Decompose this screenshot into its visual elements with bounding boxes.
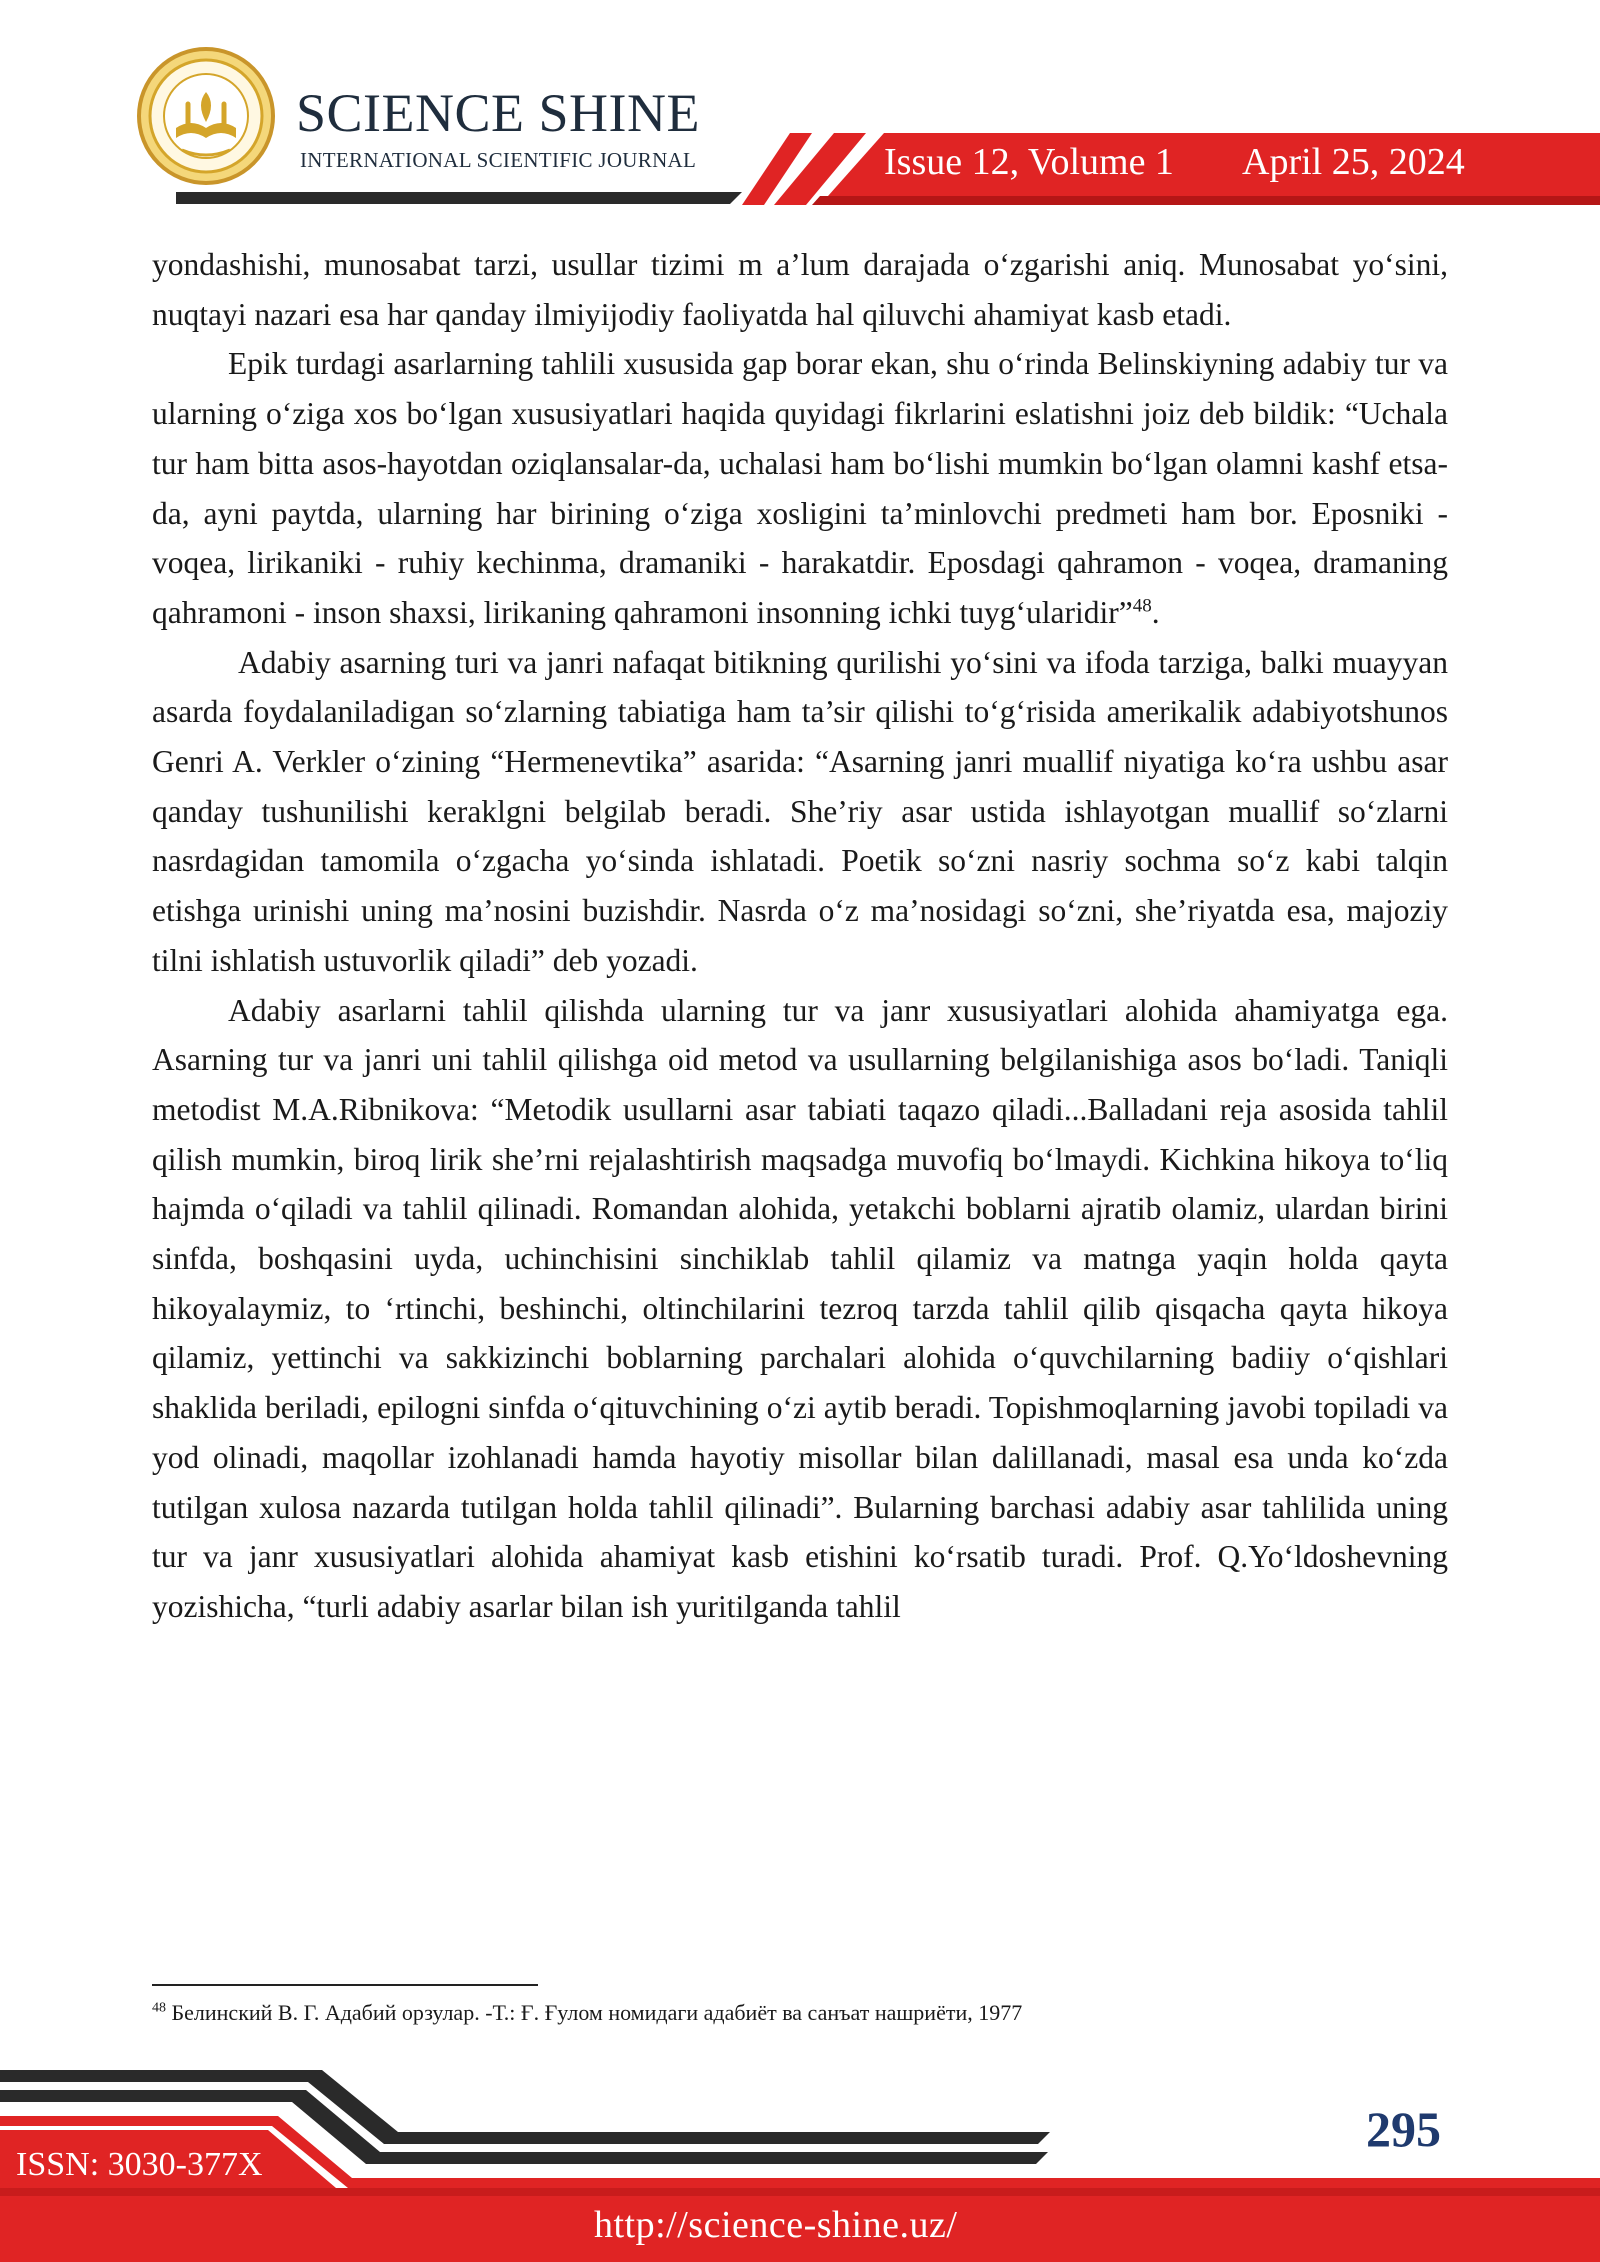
paragraph-trail: . [1151,594,1160,630]
paragraph: yondashishi, munosabat tarzi, usullar tizimi m a’lum darajada o‘zgarishi aniq. Munosabat yo‘sini, nuqtayi nazari esa har qanday ilmiyijodiy faoliyatda hal qiluvchi ahamiyat kasb etadi. [152,247,1448,332]
paragraph [152,339,1448,637]
journal-subtitle: INTERNATIONAL SCIENTIFIC JOURNAL [300,148,697,172]
footnote-reference[interactable]: 48 [1132,595,1152,617]
journal-header [0,0,1600,230]
issn-label: ISSN: 3030-377X [16,2146,263,2183]
journal-footer [0,2060,1600,2262]
footnote [152,1998,1448,2028]
page-number: 295 [1366,2101,1441,2157]
paragraph: Adabiy asarlarni tahlil qilishda ularning tur va janr xususiyatlari alohida ahamiyatga ega. Asarning tur va janri uni tahlil qilishga oid metod va usullarning belgilanishiga asos bo‘ladi. Taniqli metodist M.A.Ribnikova: “Metodik usullarni asar tabiati taqazo qiladi...Balladani reja asosida tahlil qilish mumkin, biroq lirik she’rni rejalashtirish maqsadga muvofiq bo‘lmaydi. Kichkina hikoya to‘liq hajmda o‘qiladi va tahlil qilinadi. Romandan alohida, yetakchi boblarni ajratib olamiz, ulardan birini sinfda, boshqasini uyda, uchinchisini sinchiklab tahlil qilamiz va matnga yaqin holda qayta hikoyalaymiz, to ‘rtinchi, beshinchi, oltinchilarini tezroq tarzda tahlil qilib qisqacha qayta hikoya qilamiz, yettinchi va sakkizinchi boblarning parchalari alohida o‘quvchilarning badiiy o‘qishlari shaklida beriladi, epilogni sinfda o‘qituvchining o‘zi aytib beradi. Topishmoqlarning javobi topiladi va yod olinadi, maqollar izohlanadi hamda hayotiy misollar bilan dalillanadi, masal esa unda ko‘zda tutilgan xulosa nazarda tutilgan holda tahlil qilinadi”. Bularning barchasi adabiy asar tahlilida uning tur va janr xususiyatlari alohida ahamiyat kasb etishini ko‘rsatib turadi. Prof. Q.Yo‘ldoshevning yozishicha, “turli adabiy asarlar bilan ish yuritilganda tahlil [152,992,1448,1624]
journal-logo-icon [136,46,276,186]
issue-volume: Issue 12, Volume 1 [884,141,1174,183]
paragraph: Adabiy asarning turi va janri nafaqat bitikning qurilishi yo‘sini va ifoda tarziga, balki muayyan asarda foydalaniladigan so‘zlarning tabiatiga ham ta’sir qilishi to‘g‘risida amerikalik adabiyotshunos Genri A. Verkler o‘zining “Hermenevtika” asarida: “Asarning janri muallif niyatiga ko‘ra ushbu asar qanday tushunilishi keraklgni belgilab beradi. She’riy asar ustida ishlayotgan muallif so‘zlarni nasrdagidan tamomila o‘zgacha yo‘sinda ishlatadi. Poetik so‘zni nasriy sochma so‘z kabi talqin etishga urinishi uning ma’nosini buzishdir. Nasrda o‘z ma’nosidagi so‘zni, she’riyatda esa, majoziy tilni ishlatish ustuvorlik qiladi” deb yozadi. [152,644,1448,978]
journal-url-link[interactable]: http://science-shine.uz/ [594,2204,958,2246]
footnote-number: 48 [152,2000,166,2016]
paragraph-text: Epik turdagi asarlarning tahlili xususida gap borar ekan, shu o‘rinda Belinskiyning adabiy tur va ularning o‘ziga xos bo‘lgan xususiyatlari haqida quyidagi fikrlarini eslatishni joiz deb bildik: “Uchala tur ham bitta asos-hayotdan oziqlansalar-da, uchalasi ham bo‘lishi mumkin bo‘lgan olamni kashf etsa-da, ayni paytda, ularning har birining o‘ziga xosligini ta’minlovchi predmeti ham bor. Eposniki - voqea, lirikaniki - ruhiy kechinma, dramaniki - harakatdir. Eposdagi qahramon - voqea, dramaning qahramoni - inson shaxsi, lirikaning qahramoni insonning ichki tuyg‘ularidir” [152,346,1448,630]
issue-date: April 25, 2024 [1242,141,1465,183]
article-body [152,240,1448,1632]
journal-title: SCIENCE SHINE [296,83,701,143]
footnote-text: Белинский В. Г. Адабий орзулар. -Т.: Ғ. Ғулом номидаги адабиёт ва санъат нашриёти, 1977 [171,2000,1023,2025]
footnote-divider [152,1984,538,1986]
